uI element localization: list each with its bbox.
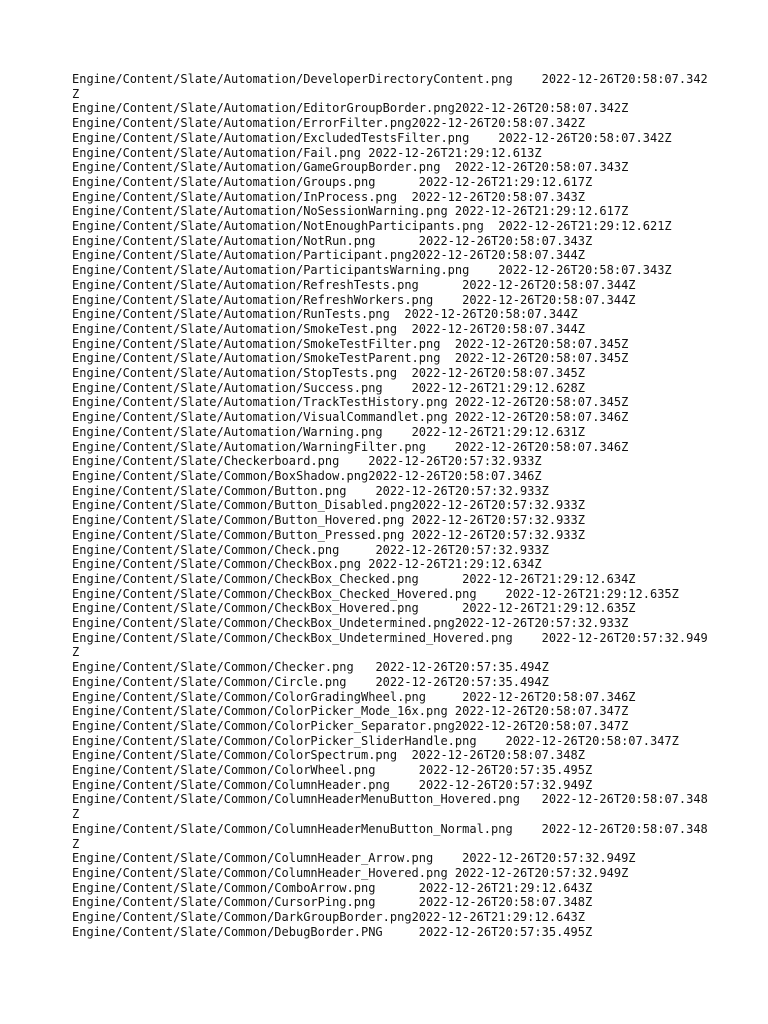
column-gap <box>513 72 542 86</box>
file-timestamp: 2022-12-26T20:58:07.347Z <box>454 704 629 719</box>
file-timestamp: 2022-12-26T21:29:12.635Z <box>505 586 679 601</box>
column-gap <box>419 601 462 615</box>
file-path: Engine/Content/Slate/Automation/RunTests.png <box>72 307 390 322</box>
listing-entry <box>72 263 712 278</box>
column-gap <box>390 778 419 792</box>
column-gap <box>375 895 418 909</box>
file-timestamp: 2022-12-26T21:29:12.634Z <box>462 571 636 586</box>
column-gap <box>397 366 411 380</box>
listing-entry <box>72 484 712 499</box>
listing-entry <box>72 866 712 881</box>
file-path: Engine/Content/Slate/Automation/Warning.png <box>72 424 383 439</box>
file-timestamp: 2022-12-26T20:57:32.933Z <box>411 498 585 513</box>
file-path: Engine/Content/Slate/Automation/Groups.png <box>72 174 376 189</box>
file-path: Engine/Content/Slate/Common/DarkGroupBorder.png <box>72 910 412 925</box>
file-timestamp: 2022-12-26T21:29:12.617Z <box>418 174 593 189</box>
column-gap <box>375 234 418 248</box>
listing-entry <box>72 366 712 381</box>
listing-entry <box>72 440 712 455</box>
column-gap <box>397 322 411 336</box>
column-gap <box>375 763 418 777</box>
file-timestamp: 2022-12-26T20:58:07.345Z <box>454 336 629 351</box>
file-path: Engine/Content/Slate/Common/DebugBorder.PNG <box>72 924 383 939</box>
file-timestamp: 2022-12-26T20:58:07.345Z <box>411 366 585 381</box>
listing-entry <box>72 146 712 161</box>
file-timestamp: 2022-12-26T20:58:07.347Z <box>454 718 629 733</box>
listing-entry <box>72 381 712 396</box>
file-listing <box>72 72 712 939</box>
file-path: Engine/Content/Slate/Automation/Fail.png <box>72 145 361 160</box>
listing-entry <box>72 513 712 528</box>
file-timestamp: 2022-12-26T20:57:32.949Z <box>462 851 636 866</box>
listing-entry <box>72 307 712 322</box>
listing-entry <box>72 851 712 866</box>
listing-entry <box>72 175 712 190</box>
column-gap <box>477 587 506 601</box>
column-gap <box>426 690 462 704</box>
file-path: Engine/Content/Slate/Automation/Participant.png <box>72 248 412 263</box>
file-timestamp: 2022-12-26T20:58:07.345Z <box>454 351 629 366</box>
file-path: Engine/Content/Slate/Common/Button_Disabled.png <box>72 498 412 513</box>
column-gap <box>383 425 412 439</box>
file-path: Engine/Content/Slate/Common/Checker.png <box>72 660 354 675</box>
file-timestamp: 2022-12-26T20:57:35.494Z <box>375 674 549 689</box>
column-gap <box>520 792 542 806</box>
file-timestamp: 2022-12-26T20:58:07.348Z <box>72 821 708 851</box>
file-path: Engine/Content/Slate/Common/Check.png <box>72 542 340 557</box>
file-timestamp: 2022-12-26T20:58:07.343Z <box>411 189 585 204</box>
file-timestamp: 2022-12-26T20:58:07.343Z <box>418 233 593 248</box>
listing-entry <box>72 528 712 543</box>
listing-entry <box>72 704 712 719</box>
file-timestamp: 2022-12-26T21:29:12.613Z <box>368 145 542 160</box>
file-path: Engine/Content/Slate/Common/CursorPing.png <box>72 895 376 910</box>
file-timestamp: 2022-12-26T21:29:12.631Z <box>411 424 585 439</box>
file-path: Engine/Content/Slate/Automation/TrackTestHistory.png <box>72 395 448 410</box>
column-gap <box>513 631 542 645</box>
file-timestamp: 2022-12-26T21:29:12.621Z <box>498 219 672 234</box>
file-timestamp: 2022-12-26T21:29:12.643Z <box>411 910 585 925</box>
column-gap <box>477 734 506 748</box>
file-path: Engine/Content/Slate/Common/CheckBox_Checked_Hovered.png <box>72 586 477 601</box>
column-gap <box>419 278 462 292</box>
file-timestamp: 2022-12-26T20:57:35.495Z <box>418 924 593 939</box>
listing-entry <box>72 160 712 175</box>
listing-entry <box>72 469 712 484</box>
file-timestamp: 2022-12-26T20:58:07.342Z <box>454 101 629 116</box>
file-path: Engine/Content/Slate/Common/Circle.png <box>72 674 347 689</box>
file-timestamp: 2022-12-26T20:58:07.348Z <box>411 748 585 763</box>
listing-entry <box>72 351 712 366</box>
file-path: Engine/Content/Slate/Common/ColumnHeader.png <box>72 777 390 792</box>
file-path: Engine/Content/Slate/Common/Button_Pressed.png <box>72 527 405 542</box>
file-timestamp: 2022-12-26T20:57:32.949Z <box>72 630 708 660</box>
file-timestamp: 2022-12-26T20:58:07.346Z <box>462 689 636 704</box>
column-gap <box>383 925 419 939</box>
column-gap <box>339 454 368 468</box>
file-timestamp: 2022-12-26T20:57:32.933Z <box>375 483 549 498</box>
listing-entry <box>72 616 712 631</box>
file-path: Engine/Content/Slate/Automation/SmokeTestParent.png <box>72 351 441 366</box>
listing-entry <box>72 895 712 910</box>
file-path: Engine/Content/Slate/Common/ColorGradingWheel.png <box>72 689 427 704</box>
listing-entry <box>72 631 712 660</box>
file-timestamp: 2022-12-26T20:58:07.343Z <box>454 160 629 175</box>
file-path: Engine/Content/Slate/Common/ColumnHeaderMenuButton_Hovered.png <box>72 792 520 807</box>
file-path: Engine/Content/Slate/Common/BoxShadow.png <box>72 468 369 483</box>
listing-entry <box>72 101 712 116</box>
listing-entry <box>72 763 712 778</box>
file-path: Engine/Content/Slate/Common/ColumnHeader_Hovered.png <box>72 865 448 880</box>
column-gap <box>397 190 411 204</box>
file-path: Engine/Content/Slate/Common/ComboArrow.png <box>72 880 376 895</box>
listing-entry <box>72 660 712 675</box>
file-timestamp: 2022-12-26T20:58:07.345Z <box>454 395 629 410</box>
column-gap <box>404 513 411 527</box>
listing-entry <box>72 572 712 587</box>
column-gap <box>347 484 376 498</box>
file-path: Engine/Content/Slate/Automation/StopTests.png <box>72 366 398 381</box>
column-gap <box>448 395 455 409</box>
listing-entry <box>72 395 712 410</box>
file-timestamp: 2022-12-26T21:29:12.617Z <box>454 204 629 219</box>
file-timestamp: 2022-12-26T20:57:32.933Z <box>368 454 542 469</box>
file-timestamp: 2022-12-26T21:29:12.628Z <box>411 380 585 395</box>
file-path: Engine/Content/Slate/Common/ColorSpectrum.png <box>72 748 398 763</box>
listing-entry <box>72 116 712 131</box>
file-path: Engine/Content/Slate/Automation/NotEnoughParticipants.png <box>72 219 484 234</box>
listing-entry <box>72 204 712 219</box>
listing-entry <box>72 498 712 513</box>
column-gap <box>375 881 418 895</box>
listing-entry <box>72 792 712 821</box>
listing-entry <box>72 778 712 793</box>
file-timestamp: 2022-12-26T20:58:07.346Z <box>454 439 629 454</box>
column-gap <box>513 822 542 836</box>
file-timestamp: 2022-12-26T20:57:32.933Z <box>375 542 549 557</box>
file-path: Engine/Content/Slate/Automation/SmokeTest.png <box>72 321 398 336</box>
file-path: Engine/Content/Slate/Common/ColumnHeader_Arrow.png <box>72 851 434 866</box>
file-path: Engine/Content/Slate/Common/CheckBox_Undetermined.png <box>72 616 455 631</box>
column-gap <box>339 543 375 557</box>
column-gap <box>448 204 455 218</box>
column-gap <box>484 219 498 233</box>
column-gap <box>404 528 411 542</box>
file-path: Engine/Content/Slate/Common/ColorPicker_Separator.png <box>72 718 455 733</box>
listing-entry <box>72 322 712 337</box>
listing-entry <box>72 190 712 205</box>
file-path: Engine/Content/Slate/Automation/NotRun.png <box>72 233 376 248</box>
column-gap <box>375 175 418 189</box>
file-timestamp: 2022-12-26T20:57:32.933Z <box>411 527 585 542</box>
file-timestamp: 2022-12-26T20:58:07.348Z <box>72 792 708 822</box>
file-path: Engine/Content/Slate/Automation/WarningFilter.png <box>72 439 427 454</box>
listing-entry <box>72 881 712 896</box>
column-gap <box>397 748 411 762</box>
file-path: Engine/Content/Slate/Common/CheckBox.png <box>72 557 361 572</box>
file-timestamp: 2022-12-26T20:58:07.346Z <box>368 468 542 483</box>
file-path: Engine/Content/Slate/Automation/RefreshTests.png <box>72 277 419 292</box>
file-timestamp: 2022-12-26T20:57:32.949Z <box>454 865 629 880</box>
file-timestamp: 2022-12-26T20:58:07.348Z <box>418 895 593 910</box>
file-timestamp: 2022-12-26T20:58:07.342Z <box>411 116 585 131</box>
listing-entry <box>72 601 712 616</box>
listing-entry <box>72 454 712 469</box>
listing-entry <box>72 131 712 146</box>
column-gap <box>469 263 498 277</box>
file-path: Engine/Content/Slate/Common/ColorPicker_Mode_16x.png <box>72 704 448 719</box>
file-timestamp: 2022-12-26T20:58:07.344Z <box>462 292 636 307</box>
column-gap <box>347 675 376 689</box>
listing-entry <box>72 925 712 940</box>
listing-entry <box>72 910 712 925</box>
file-timestamp: 2022-12-26T20:57:32.949Z <box>418 777 593 792</box>
file-path: Engine/Content/Slate/Common/ColumnHeaderMenuButton_Normal.png <box>72 821 513 836</box>
file-timestamp: 2022-12-26T21:29:12.635Z <box>462 601 636 616</box>
listing-entry <box>72 234 712 249</box>
listing-entry <box>72 278 712 293</box>
file-path: Engine/Content/Slate/Automation/InProcess.png <box>72 189 398 204</box>
file-path: Engine/Content/Slate/Automation/ParticipantsWarning.png <box>72 263 470 278</box>
column-gap <box>419 572 462 586</box>
file-timestamp: 2022-12-26T20:58:07.347Z <box>505 733 679 748</box>
file-timestamp: 2022-12-26T21:29:12.643Z <box>418 880 593 895</box>
file-path: Engine/Content/Slate/Automation/NoSessionWarning.png <box>72 204 448 219</box>
listing-entry <box>72 293 712 308</box>
column-gap <box>354 660 376 674</box>
listing-entry <box>72 587 712 602</box>
column-gap <box>426 440 455 454</box>
listing-entry <box>72 248 712 263</box>
file-path: Engine/Content/Slate/Automation/DeveloperDirectoryContent.png <box>72 72 513 86</box>
listing-entry <box>72 410 712 425</box>
listing-entry <box>72 690 712 705</box>
file-path: Engine/Content/Slate/Common/CheckBox_Undetermined_Hovered.png <box>72 630 513 645</box>
column-gap <box>469 131 498 145</box>
file-path: Engine/Content/Slate/Automation/VisualCommandlet.png <box>72 410 448 425</box>
file-path: Engine/Content/Slate/Checkerboard.png <box>72 454 340 469</box>
file-path: Engine/Content/Slate/Automation/ErrorFilter.png <box>72 116 412 131</box>
listing-entry <box>72 543 712 558</box>
listing-entry <box>72 557 712 572</box>
file-timestamp: 2022-12-26T20:58:07.342Z <box>72 72 708 101</box>
file-timestamp: 2022-12-26T20:57:35.494Z <box>375 660 549 675</box>
listing-entry <box>72 219 712 234</box>
file-path: Engine/Content/Slate/Common/ColorWheel.png <box>72 763 376 778</box>
column-gap <box>448 410 455 424</box>
column-gap <box>433 293 462 307</box>
listing-entry <box>72 719 712 734</box>
column-gap <box>383 381 412 395</box>
column-gap <box>440 337 454 351</box>
file-path: Engine/Content/Slate/Common/CheckBox_Checked.png <box>72 571 419 586</box>
listing-entry <box>72 734 712 749</box>
file-timestamp: 2022-12-26T20:58:07.343Z <box>498 263 672 278</box>
file-timestamp: 2022-12-26T20:58:07.344Z <box>404 307 578 322</box>
file-timestamp: 2022-12-26T20:57:32.933Z <box>454 616 629 631</box>
file-path: Engine/Content/Slate/Automation/RefreshWorkers.png <box>72 292 434 307</box>
listing-entry <box>72 822 712 851</box>
listing-entry <box>72 748 712 763</box>
listing-entry <box>72 72 712 101</box>
file-path: Engine/Content/Slate/Common/Button.png <box>72 483 347 498</box>
listing-entry <box>72 337 712 352</box>
file-timestamp: 2022-12-26T20:58:07.342Z <box>498 130 672 145</box>
file-path: Engine/Content/Slate/Common/CheckBox_Hovered.png <box>72 601 419 616</box>
column-gap <box>440 351 454 365</box>
file-path: Engine/Content/Slate/Common/ColorPicker_SliderHandle.png <box>72 733 477 748</box>
column-gap <box>440 160 454 174</box>
file-timestamp: 2022-12-26T20:57:32.933Z <box>411 513 585 528</box>
file-timestamp: 2022-12-26T20:58:07.344Z <box>411 321 585 336</box>
listing-entry <box>72 425 712 440</box>
column-gap <box>433 851 462 865</box>
file-timestamp: 2022-12-26T20:58:07.346Z <box>454 410 629 425</box>
file-timestamp: 2022-12-26T20:57:35.495Z <box>418 763 593 778</box>
file-path: Engine/Content/Slate/Automation/Success.png <box>72 380 383 395</box>
file-timestamp: 2022-12-26T20:58:07.344Z <box>462 277 636 292</box>
column-gap <box>448 866 455 880</box>
file-timestamp: 2022-12-26T20:58:07.344Z <box>411 248 585 263</box>
file-path: Engine/Content/Slate/Automation/ExcludedTestsFilter.png <box>72 130 470 145</box>
file-path: Engine/Content/Slate/Automation/GameGroupBorder.png <box>72 160 441 175</box>
file-path: Engine/Content/Slate/Automation/SmokeTestFilter.png <box>72 336 441 351</box>
listing-entry <box>72 675 712 690</box>
file-path: Engine/Content/Slate/Automation/EditorGroupBorder.png <box>72 101 455 116</box>
column-gap <box>448 704 455 718</box>
file-path: Engine/Content/Slate/Common/Button_Hovered.png <box>72 513 405 528</box>
column-gap <box>390 307 404 321</box>
file-timestamp: 2022-12-26T21:29:12.634Z <box>368 557 542 572</box>
